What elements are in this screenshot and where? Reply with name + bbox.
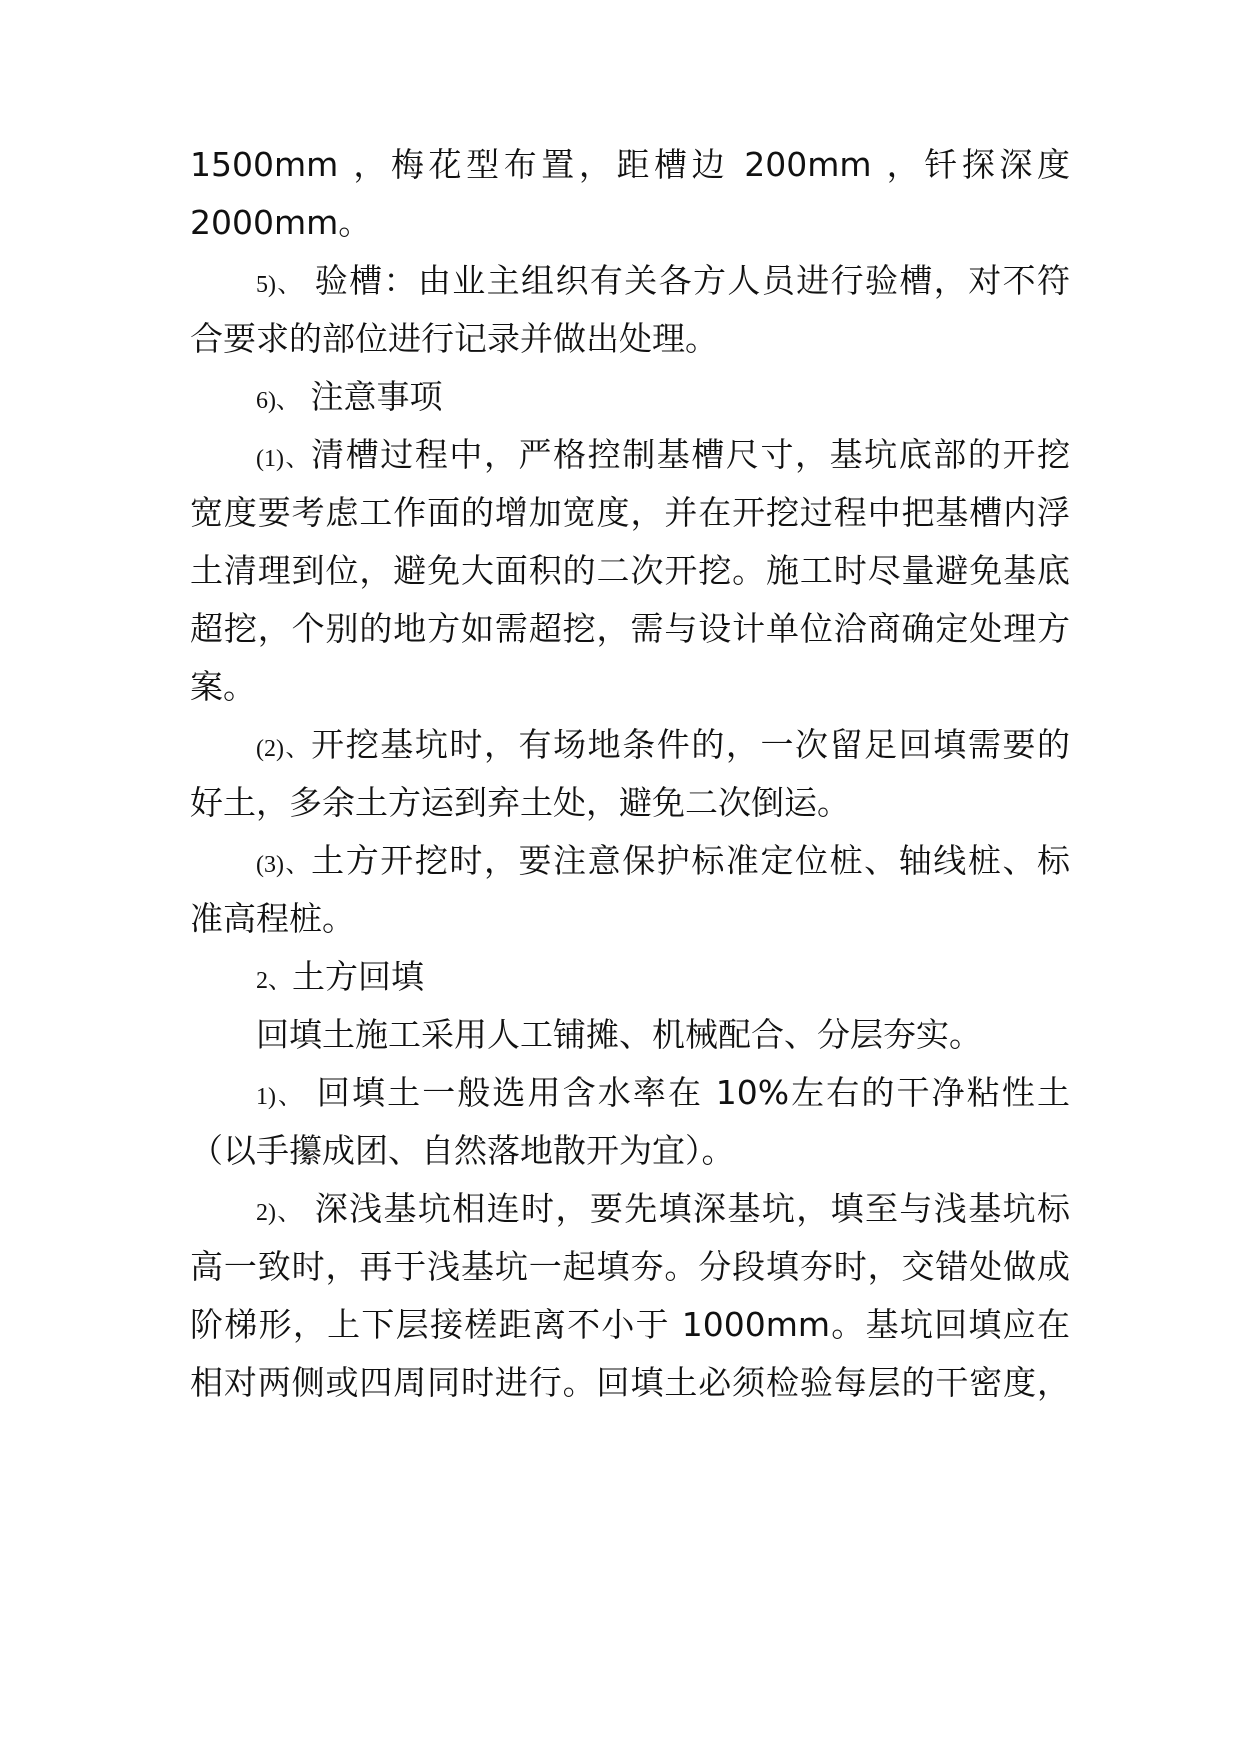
text-line: 土方开挖时，要注意保护标准定位桩、轴线桩、标 (311, 841, 1071, 880)
text-line: 土清理到位，避免大面积的二次开挖。施工时尽量避免基底 (190, 551, 1070, 590)
text-line: 开挖基坑时，有场地条件的，一次留足回填需要的 (311, 725, 1071, 764)
text-line: 好土，多余土方运到弃土处，避免二次倒运。 (190, 783, 850, 822)
text-line: 合要求的部位进行记录并做出处理。 (190, 319, 718, 358)
text-line: 验槽：由业主组织有关各方人员进行验槽，对不符 (314, 261, 1070, 300)
text-line: 清槽过程中，严格控制基槽尺寸，基坑底部的开挖 (311, 435, 1071, 474)
sub-item-3 (256, 836, 1070, 886)
text-line: 回填土一般选用含水率在 10%左右的干净粘性土 (316, 1073, 1070, 1112)
sub-item-1 (256, 430, 1070, 480)
list-item-6 (256, 372, 1070, 422)
text-line: 相对两侧或四周同时进行。回填土必须检验每层的干密度， (190, 1363, 1070, 1402)
list-marker: 2)、 (256, 1200, 303, 1226)
list-marker: 6)、 (256, 388, 300, 414)
text-line: 深浅基坑相连时，要先填深基坑，填至与浅基坑标 (314, 1189, 1070, 1228)
list-marker: (2)、 (256, 736, 312, 762)
list-item-2 (256, 1184, 1070, 1234)
text-line: 阶梯形，上下层接槎距离不小于 1000mm。基坑回填应在 (190, 1305, 1070, 1344)
text-line: （以手攥成团、自然落地散开为宜）。 (190, 1131, 735, 1170)
text-line: 准高程桩。 (190, 899, 355, 938)
list-item-1 (256, 1068, 1070, 1118)
text-line: 2000mm。 (190, 203, 372, 242)
text-line: 1500mm ，梅花型布置，距槽边 200mm ，钎探深度 (190, 145, 1070, 184)
text-line: 高一致时，再于浅基坑一起填夯。分段填夯时，交错处做成 (190, 1247, 1070, 1286)
list-item-5 (256, 256, 1070, 306)
section-heading-2 (256, 952, 1070, 1002)
section-marker: 2、 (256, 968, 292, 994)
text-line: 超挖，个别的地方如需超挖，需与设计单位洽商确定处理方 (190, 609, 1070, 648)
list-marker: (3)、 (256, 852, 312, 878)
sub-item-2 (256, 720, 1070, 770)
text-line: 案。 (190, 667, 256, 706)
text-line: 回填土施工采用人工铺摊、机械配合、分层夯实。 (256, 1015, 982, 1054)
text-line: 宽度要考虑工作面的增加宽度，并在开挖过程中把基槽内浮 (190, 493, 1070, 532)
list-marker: 1)、 (256, 1084, 305, 1110)
heading-text: 土方回填 (292, 957, 424, 996)
list-marker: (1)、 (256, 446, 312, 472)
heading-text: 注意事项 (310, 377, 443, 416)
list-marker: 5)、 (256, 272, 303, 298)
